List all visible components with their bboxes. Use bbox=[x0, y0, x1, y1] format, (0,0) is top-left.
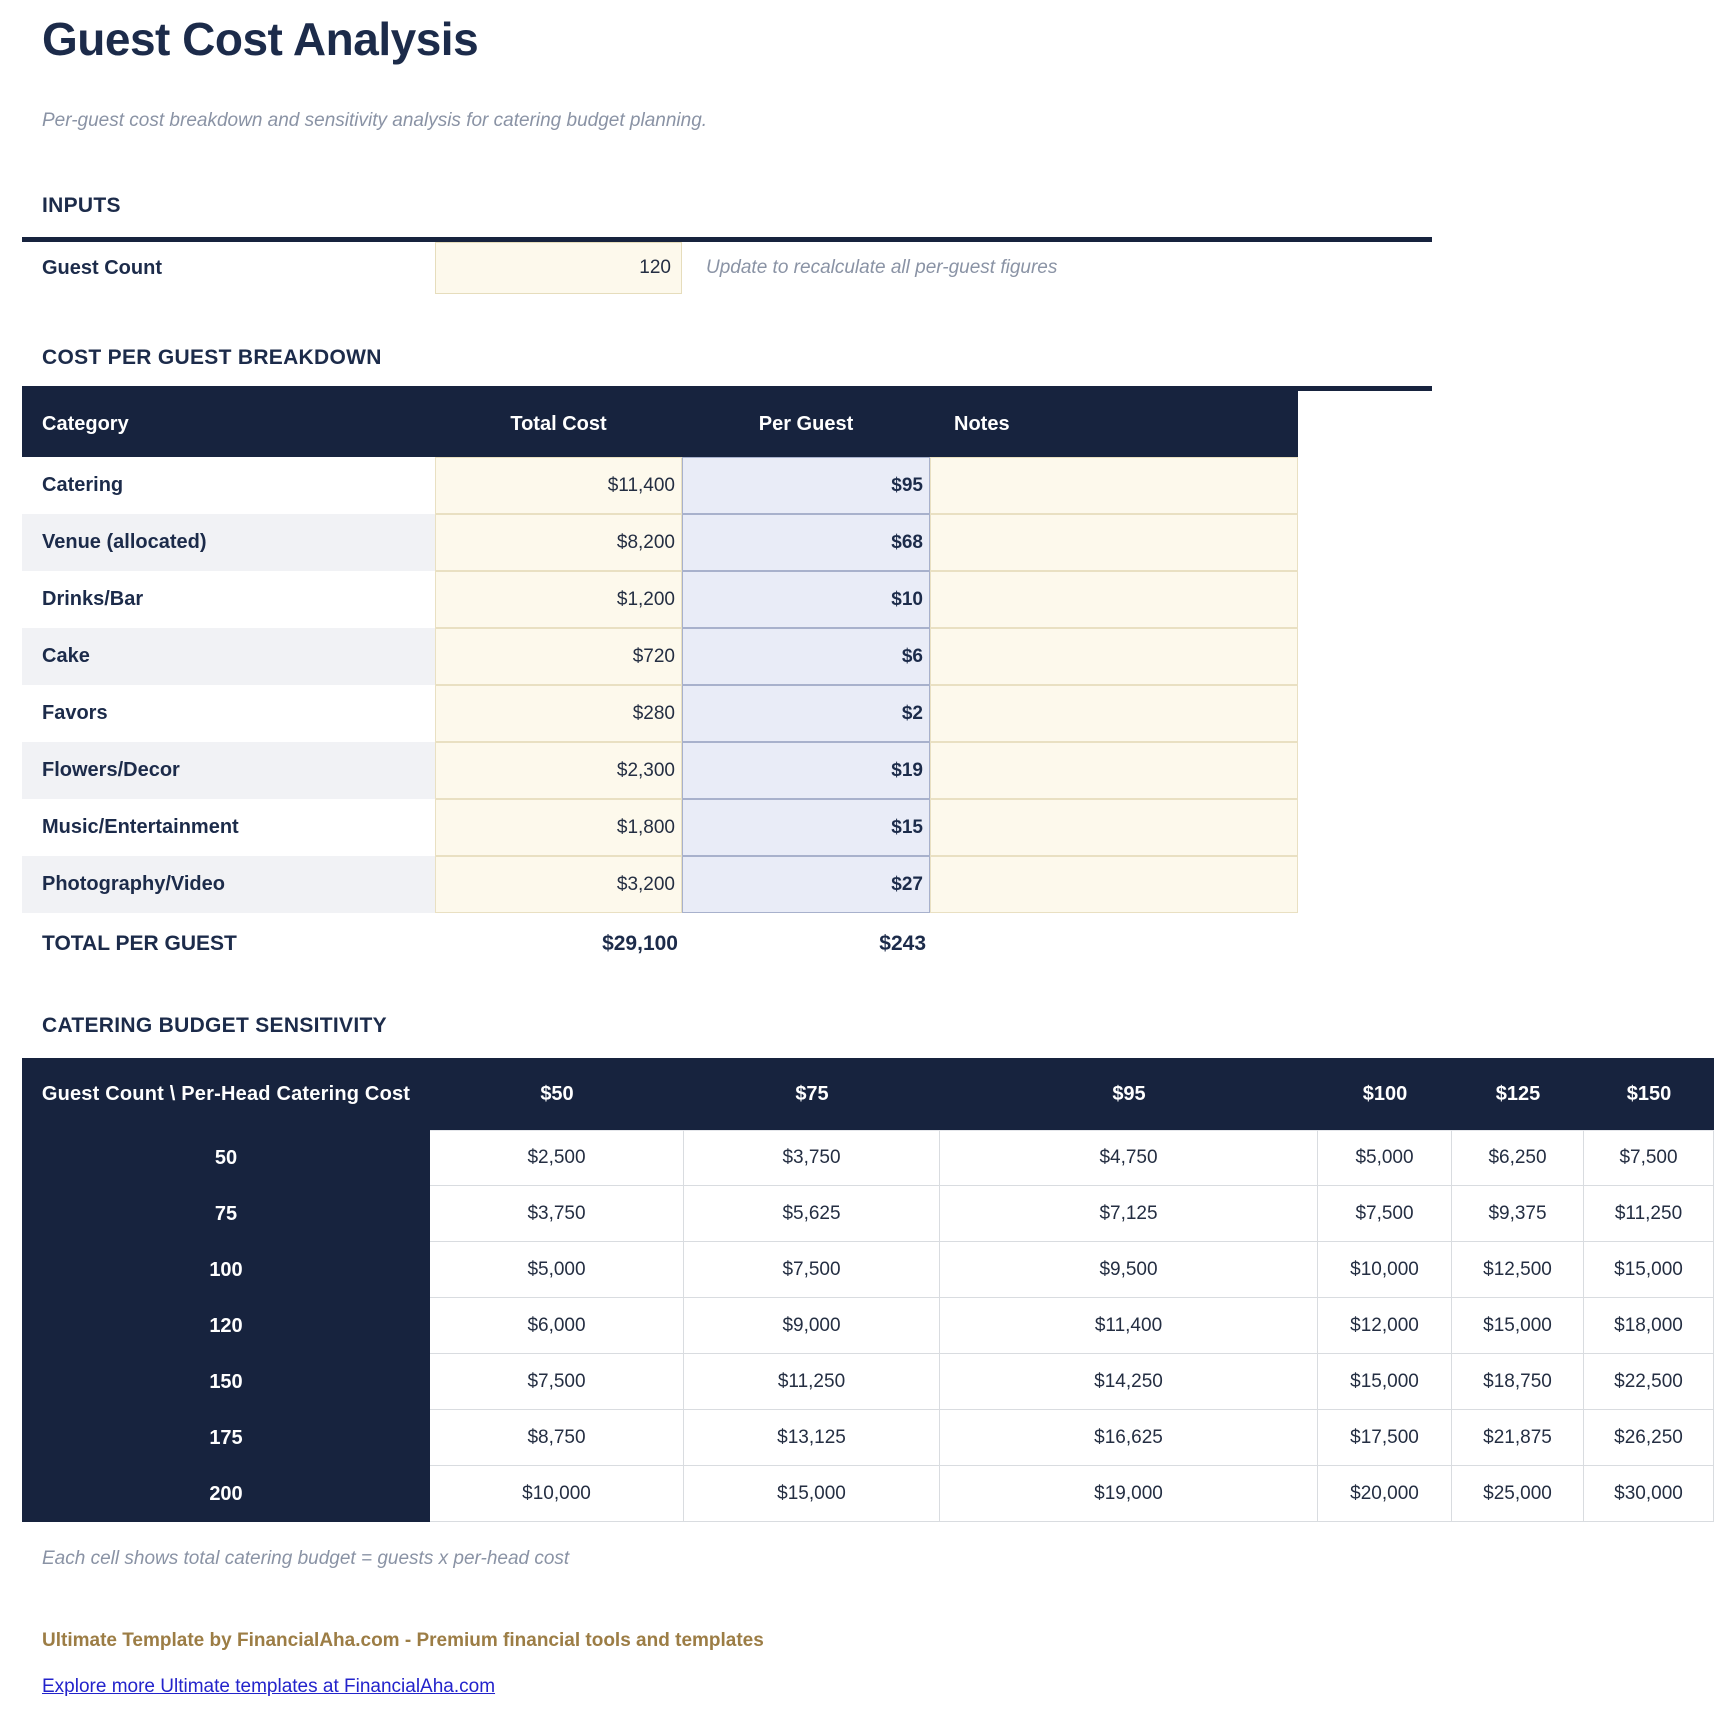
table-row bbox=[22, 1298, 1714, 1354]
budget-cell: $6,000 bbox=[430, 1298, 684, 1354]
budget-cell: $19,000 bbox=[940, 1466, 1318, 1522]
total-row bbox=[22, 913, 1298, 975]
rate-column-header: $95 bbox=[1112, 1082, 1146, 1105]
table-row bbox=[22, 628, 1298, 685]
sensitivity-header-row bbox=[22, 1058, 1714, 1130]
total-cost-cell[interactable]: $11,400 bbox=[435, 457, 682, 514]
guest-count-input[interactable] bbox=[435, 242, 682, 294]
total-cost-cell[interactable]: $8,200 bbox=[435, 514, 682, 571]
guest-count-row-header: 200 bbox=[22, 1466, 430, 1522]
guest-count-note: Update to recalculate all per-guest figures bbox=[706, 257, 1058, 278]
budget-cell: $7,125 bbox=[940, 1186, 1318, 1242]
budget-cell: $8,750 bbox=[430, 1410, 684, 1466]
budget-cell: $2,500 bbox=[430, 1130, 684, 1186]
category-cell: Photography/Video bbox=[22, 856, 435, 913]
table-row bbox=[22, 856, 1298, 913]
budget-cell: $7,500 bbox=[430, 1354, 684, 1410]
budget-cell: $6,250 bbox=[1452, 1130, 1584, 1186]
budget-cell: $15,000 bbox=[1318, 1354, 1452, 1410]
column-header-category: Category bbox=[42, 412, 129, 435]
budget-cell: $25,000 bbox=[1452, 1466, 1584, 1522]
category-cell: Cake bbox=[22, 628, 435, 685]
rate-column-header: $150 bbox=[1626, 1082, 1672, 1105]
template-branding: Ultimate Template by FinancialAha.com - Premium financial tools and templates bbox=[42, 1630, 764, 1651]
table-row bbox=[22, 1186, 1714, 1242]
budget-cell: $22,500 bbox=[1584, 1354, 1714, 1410]
per-guest-cell: $6 bbox=[682, 628, 930, 685]
budget-cell: $12,000 bbox=[1318, 1298, 1452, 1354]
total-cost-sum: $29,100 bbox=[602, 932, 678, 955]
total-cost-cell[interactable]: $720 bbox=[435, 628, 682, 685]
rate-column-header: $125 bbox=[1495, 1082, 1541, 1105]
column-header-notes: Notes bbox=[954, 412, 1010, 435]
category-cell: Drinks/Bar bbox=[22, 571, 435, 628]
budget-cell: $21,875 bbox=[1452, 1410, 1584, 1466]
budget-cell: $13,125 bbox=[684, 1410, 940, 1466]
guest-count-row-header: 120 bbox=[22, 1298, 430, 1354]
table-row bbox=[22, 1354, 1714, 1410]
sensitivity-footnote: Each cell shows total catering budget = guests x per-head cost bbox=[42, 1548, 570, 1569]
table-row bbox=[22, 514, 1298, 571]
budget-cell: $5,000 bbox=[1318, 1130, 1452, 1186]
rate-column-header: $100 bbox=[1362, 1082, 1408, 1105]
budget-cell: $11,400 bbox=[940, 1298, 1318, 1354]
table-row bbox=[22, 1466, 1714, 1522]
budget-cell: $5,625 bbox=[684, 1186, 940, 1242]
category-cell: Venue (allocated) bbox=[22, 514, 435, 571]
budget-cell: $4,750 bbox=[940, 1130, 1318, 1186]
guest-count-row-header: 50 bbox=[22, 1130, 430, 1186]
category-cell: Flowers/Decor bbox=[22, 742, 435, 799]
notes-cell[interactable] bbox=[930, 856, 1298, 913]
breakdown-section-title: COST PER GUEST BREAKDOWN bbox=[42, 346, 382, 369]
budget-cell: $18,000 bbox=[1584, 1298, 1714, 1354]
breakdown-header-row bbox=[22, 391, 1298, 457]
column-header-total-cost: Total Cost bbox=[510, 412, 607, 435]
page-title: Guest Cost Analysis bbox=[42, 13, 479, 65]
category-cell: Catering bbox=[22, 457, 435, 514]
notes-cell[interactable] bbox=[930, 742, 1298, 799]
explore-templates-link[interactable]: Explore more Ultimate templates at FinancialAha.com bbox=[42, 1676, 496, 1697]
per-guest-total: $243 bbox=[879, 932, 926, 955]
budget-cell: $14,250 bbox=[940, 1354, 1318, 1410]
guest-count-row-header: 75 bbox=[22, 1186, 430, 1242]
per-guest-cell: $15 bbox=[682, 799, 930, 856]
notes-cell[interactable] bbox=[930, 571, 1298, 628]
page-subtitle: Per-guest cost breakdown and sensitivity analysis for catering budget planning. bbox=[42, 110, 708, 131]
notes-cell[interactable] bbox=[930, 514, 1298, 571]
table-row bbox=[22, 799, 1298, 856]
budget-cell: $9,500 bbox=[940, 1242, 1318, 1298]
budget-cell: $7,500 bbox=[1584, 1130, 1714, 1186]
table-row bbox=[22, 685, 1298, 742]
sensitivity-table bbox=[22, 1058, 1714, 1522]
category-cell: Favors bbox=[22, 685, 435, 742]
table-row bbox=[22, 1242, 1714, 1298]
per-guest-cell: $10 bbox=[682, 571, 930, 628]
total-cost-cell[interactable]: $2,300 bbox=[435, 742, 682, 799]
table-row bbox=[22, 571, 1298, 628]
total-cost-cell[interactable]: $1,800 bbox=[435, 799, 682, 856]
notes-cell[interactable] bbox=[930, 628, 1298, 685]
table-row bbox=[22, 1410, 1714, 1466]
budget-cell: $9,000 bbox=[684, 1298, 940, 1354]
budget-cell: $9,375 bbox=[1452, 1186, 1584, 1242]
budget-cell: $3,750 bbox=[430, 1186, 684, 1242]
budget-cell: $5,000 bbox=[430, 1242, 684, 1298]
budget-cell: $20,000 bbox=[1318, 1466, 1452, 1522]
rate-column-header: $50 bbox=[540, 1082, 574, 1105]
budget-cell: $11,250 bbox=[1584, 1186, 1714, 1242]
budget-cell: $10,000 bbox=[1318, 1242, 1452, 1298]
budget-cell: $26,250 bbox=[1584, 1410, 1714, 1466]
per-guest-cell: $27 bbox=[682, 856, 930, 913]
guest-count-row-header: 100 bbox=[22, 1242, 430, 1298]
budget-cell: $15,000 bbox=[1584, 1242, 1714, 1298]
per-guest-cell: $95 bbox=[682, 457, 930, 514]
inputs-section-title: INPUTS bbox=[42, 194, 121, 217]
per-guest-cell: $2 bbox=[682, 685, 930, 742]
table-row bbox=[22, 1130, 1714, 1186]
category-cell: Music/Entertainment bbox=[22, 799, 435, 856]
guest-count-row-header: 175 bbox=[22, 1410, 430, 1466]
per-guest-cell: $68 bbox=[682, 514, 930, 571]
column-header-per-guest: Per Guest bbox=[758, 412, 854, 435]
guest-count-row-header: 150 bbox=[22, 1354, 430, 1410]
notes-cell[interactable] bbox=[930, 685, 1298, 742]
inputs-row bbox=[22, 237, 1432, 294]
budget-cell: $15,000 bbox=[684, 1466, 940, 1522]
budget-cell: $17,500 bbox=[1318, 1410, 1452, 1466]
rate-column-header: $75 bbox=[795, 1082, 829, 1105]
per-guest-cell: $19 bbox=[682, 742, 930, 799]
budget-cell: $3,750 bbox=[684, 1130, 940, 1186]
breakdown-table bbox=[22, 391, 1298, 975]
total-cost-cell[interactable]: $1,200 bbox=[435, 571, 682, 628]
budget-cell: $10,000 bbox=[430, 1466, 684, 1522]
total-cost-cell[interactable]: $280 bbox=[435, 685, 682, 742]
budget-cell: $16,625 bbox=[940, 1410, 1318, 1466]
budget-cell: $11,250 bbox=[684, 1354, 940, 1410]
table-row bbox=[22, 742, 1298, 799]
total-cost-cell[interactable]: $3,200 bbox=[435, 856, 682, 913]
notes-cell[interactable] bbox=[930, 799, 1298, 856]
corner-header: Guest Count \ Per-Head Catering Cost bbox=[41, 1082, 411, 1105]
breakdown-table-wrap bbox=[22, 386, 1432, 975]
budget-cell: $7,500 bbox=[1318, 1186, 1452, 1242]
budget-cell: $30,000 bbox=[1584, 1466, 1714, 1522]
sensitivity-section-title: CATERING BUDGET SENSITIVITY bbox=[42, 1014, 387, 1037]
guest-count-label: Guest Count bbox=[42, 257, 162, 279]
table-row bbox=[22, 457, 1298, 514]
notes-cell[interactable] bbox=[930, 457, 1298, 514]
budget-cell: $7,500 bbox=[684, 1242, 940, 1298]
budget-cell: $15,000 bbox=[1452, 1298, 1584, 1354]
budget-cell: $12,500 bbox=[1452, 1242, 1584, 1298]
budget-cell: $18,750 bbox=[1452, 1354, 1584, 1410]
total-label: TOTAL PER GUEST bbox=[42, 932, 237, 955]
